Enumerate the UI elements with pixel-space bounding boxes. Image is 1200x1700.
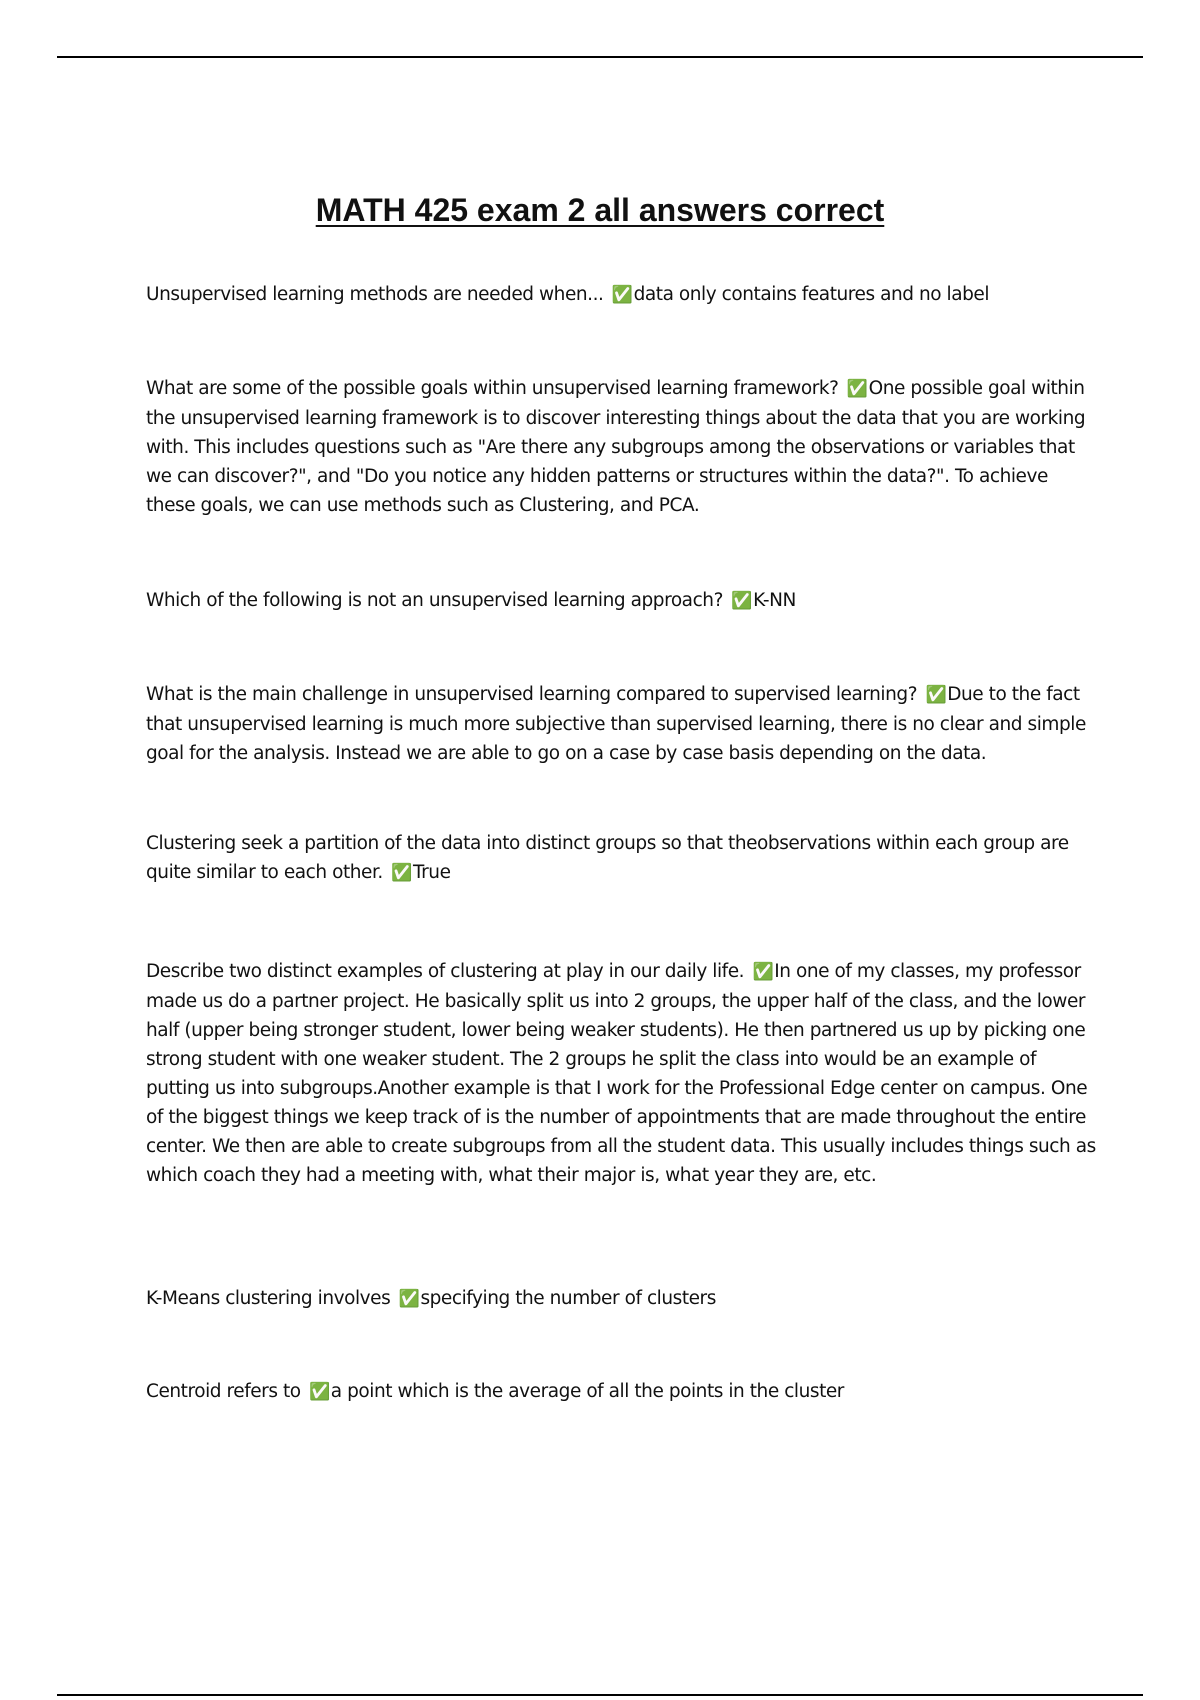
question-text: Centroid refers to: [146, 1381, 301, 1402]
qa-item: [146, 829, 1098, 888]
answer-text: In one of my classes, my professor made us do a partner project. He basically split us into 2 groups, the upper half of the class, and the lower half (upper being stronger student, lower being weaker students). He then partnered us up by picking one strong student with one weaker student. The 2 groups he split the class into would be an example of putting us into subgroups.Another example is that I work for the Professional Edge center on campus. One of the biggest things we keep track of is the number of appointments that are made throughout the entire center. We then are able to create subgroups from all the student data. This usually includes things such as which coach they had a meeting with, what their major is, what year they are, etc.: [146, 961, 1096, 1186]
question-text: Clustering seek a partition of the data into distinct groups so that theobservations within each group are quite similar to each other.: [146, 833, 1069, 883]
answer-text: specifying the number of clusters: [420, 1288, 716, 1309]
qa-item: [146, 280, 1098, 310]
check-mark-icon: ✅: [752, 962, 774, 982]
question-text: What are some of the possible goals within unsupervised learning framework?: [146, 378, 839, 399]
answer-text: True: [413, 862, 451, 883]
question-text: Which of the following is not an unsupervised learning approach?: [146, 590, 723, 611]
question-text: What is the main challenge in unsupervised learning compared to supervised learning?: [146, 684, 918, 705]
qa-item: [146, 957, 1098, 1190]
question-text: K-Means clustering involves: [146, 1288, 391, 1309]
answer-text: data only contains features and no label: [633, 284, 990, 305]
check-mark-icon: ✅: [925, 685, 947, 705]
qa-item: [146, 1377, 1098, 1407]
check-mark-icon: ✅: [309, 1382, 330, 1402]
answer-text: K-NN: [753, 590, 796, 611]
question-text: Describe two distinct examples of clustering at play in our daily life.: [146, 961, 745, 982]
qa-item: [146, 1284, 1098, 1314]
answer-text: One possible goal within the unsupervised learning framework is to discover interesting things about the data that you are working with. This includes questions such as "Are there any subgroups among the observations or variables that we can discover?", and "Do you notice any hidden patterns or structures within the data?". To achieve these goals, we can use methods such as Clustering, and PCA.: [146, 378, 1086, 516]
question-text: Unsupervised learning methods are needed when...: [146, 284, 604, 305]
document-title: MATH 425 exam 2 all answers correct: [315, 192, 885, 228]
header-rule: [57, 56, 1143, 58]
check-mark-icon: ✅: [398, 1289, 420, 1309]
answer-text: a point which is the average of all the points in the cluster: [330, 1381, 844, 1402]
check-mark-icon: ✅: [731, 591, 753, 611]
check-mark-icon: ✅: [611, 285, 633, 305]
check-mark-icon: ✅: [391, 863, 412, 883]
qa-item: [146, 374, 1098, 520]
check-mark-icon: ✅: [846, 379, 868, 399]
qa-item: [146, 586, 1098, 616]
footer-rule: [57, 1694, 1143, 1696]
answer-text: Due to the fact that unsupervised learning is much more subjective than supervised learning, there is no clear and simple goal for the analysis. Instead we are able to go on a case by case basis depending on the data.: [146, 684, 1086, 764]
qa-item: [146, 680, 1098, 768]
